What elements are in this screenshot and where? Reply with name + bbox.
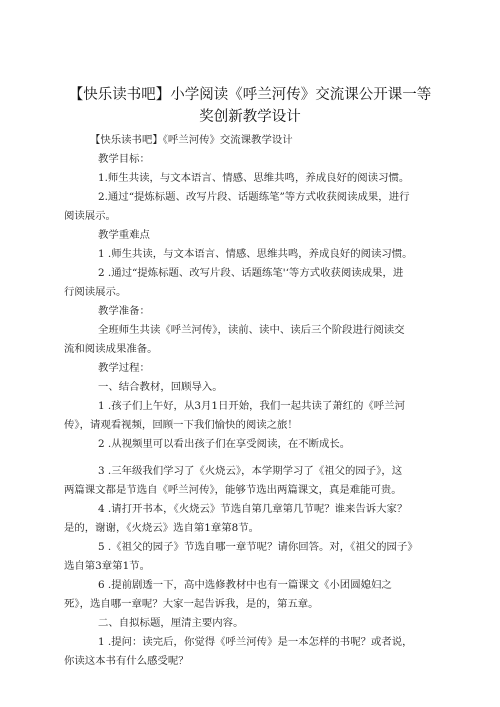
paragraph-line: 教学重难点 — [98, 229, 150, 241]
paragraph-line: 死》，选自哪一章呢？大家一起告诉我，是的，第五章。 — [64, 598, 319, 610]
paragraph-line: 2 .从视频里可以看出孩子们在享受阅读，在不断成长。 — [98, 438, 351, 450]
paragraph-line: 全班师生共读《呼兰河传》，读前、读中、读后三个阶段进行阅读交 — [98, 324, 405, 336]
paragraph-line: 1 .师生共读，与文本语言、情感、思维共鸣，养成良好的阅读习惯。 — [98, 248, 413, 260]
paragraph-line: 流和阅读成果准备。 — [64, 343, 158, 355]
paragraph-line: 你读这本书有什么感受呢？ — [64, 655, 189, 667]
paragraph-line: 2.通过“提炼标题、改写片段、话题练笔”等方式收获阅读成果，进行 — [98, 191, 410, 203]
paragraph-line: 1.师生共读，与文本语言、情感、思维共鸣，养成良好的阅读习惯。 — [98, 172, 410, 184]
paragraph-line: 教学准备： — [98, 305, 150, 317]
paragraph-line: 阅读展示。 — [64, 210, 116, 222]
paragraph-line: 教学过程： — [98, 362, 150, 374]
paragraph-line: 教学目标： — [98, 153, 150, 165]
paragraph-line: 1 .提问：读完后，你觉得《呼兰河传》是一本怎样的书呢？或者说， — [98, 636, 413, 648]
paragraph-line: 2 .通过“提炼标题、改写片段、话题练笔'‘等方式收获阅读成果，进 — [98, 267, 404, 279]
paragraph-line: 6 .提前剧透一下，高中选修教材中也有一篇课文《小团圆媳妇之 — [98, 579, 392, 591]
paragraph-line: 一、结合教材，回顾导入。 — [98, 381, 223, 393]
paragraph-line: 3 .三年级我们学习了《火烧云》，本学期学习了《祖父的园子》，这 — [98, 465, 403, 477]
document-title — [40, 84, 460, 128]
paragraph-line: 5 .《祖父的园子》节选自哪一章节呢？请你回答。对，《祖父的园子》 — [98, 541, 418, 553]
paragraph-line: 是的，谢谢，《火烧云》选自第1章第8节。 — [64, 522, 260, 534]
title-line-2: 奖创新教学设计 — [199, 109, 301, 125]
title-line-1: 【快乐读书吧】小学阅读《呼兰河传》交流课公开课一等 — [68, 87, 432, 103]
paragraph-line: 二、自拟标题，厘清主要内容。 — [98, 617, 244, 629]
paragraph-line: 选自第3章第1节。 — [64, 560, 150, 572]
paragraph-line: 行阅读展示。 — [64, 286, 127, 298]
section-heading: 【快乐读书吧】《呼兰河传》交流课教学设计 — [90, 134, 293, 146]
paragraph-line: 4 .请打开书本，《火烧云》节选自第几章第几节呢？谁来告诉大家？ — [98, 503, 408, 515]
paragraph-line: 传》，请观看视频，回顾一下我们愉快的阅读之旅！ — [64, 419, 298, 431]
paragraph-line: 1 .孩子们上午好，从3月1日开始，我们一起共读了萧红的《呼兰河 — [98, 400, 405, 412]
paragraph-line: 两篇课文都是节选自《呼兰河传》，能够节选出两篇课文，真是难能可贵。 — [64, 484, 402, 496]
